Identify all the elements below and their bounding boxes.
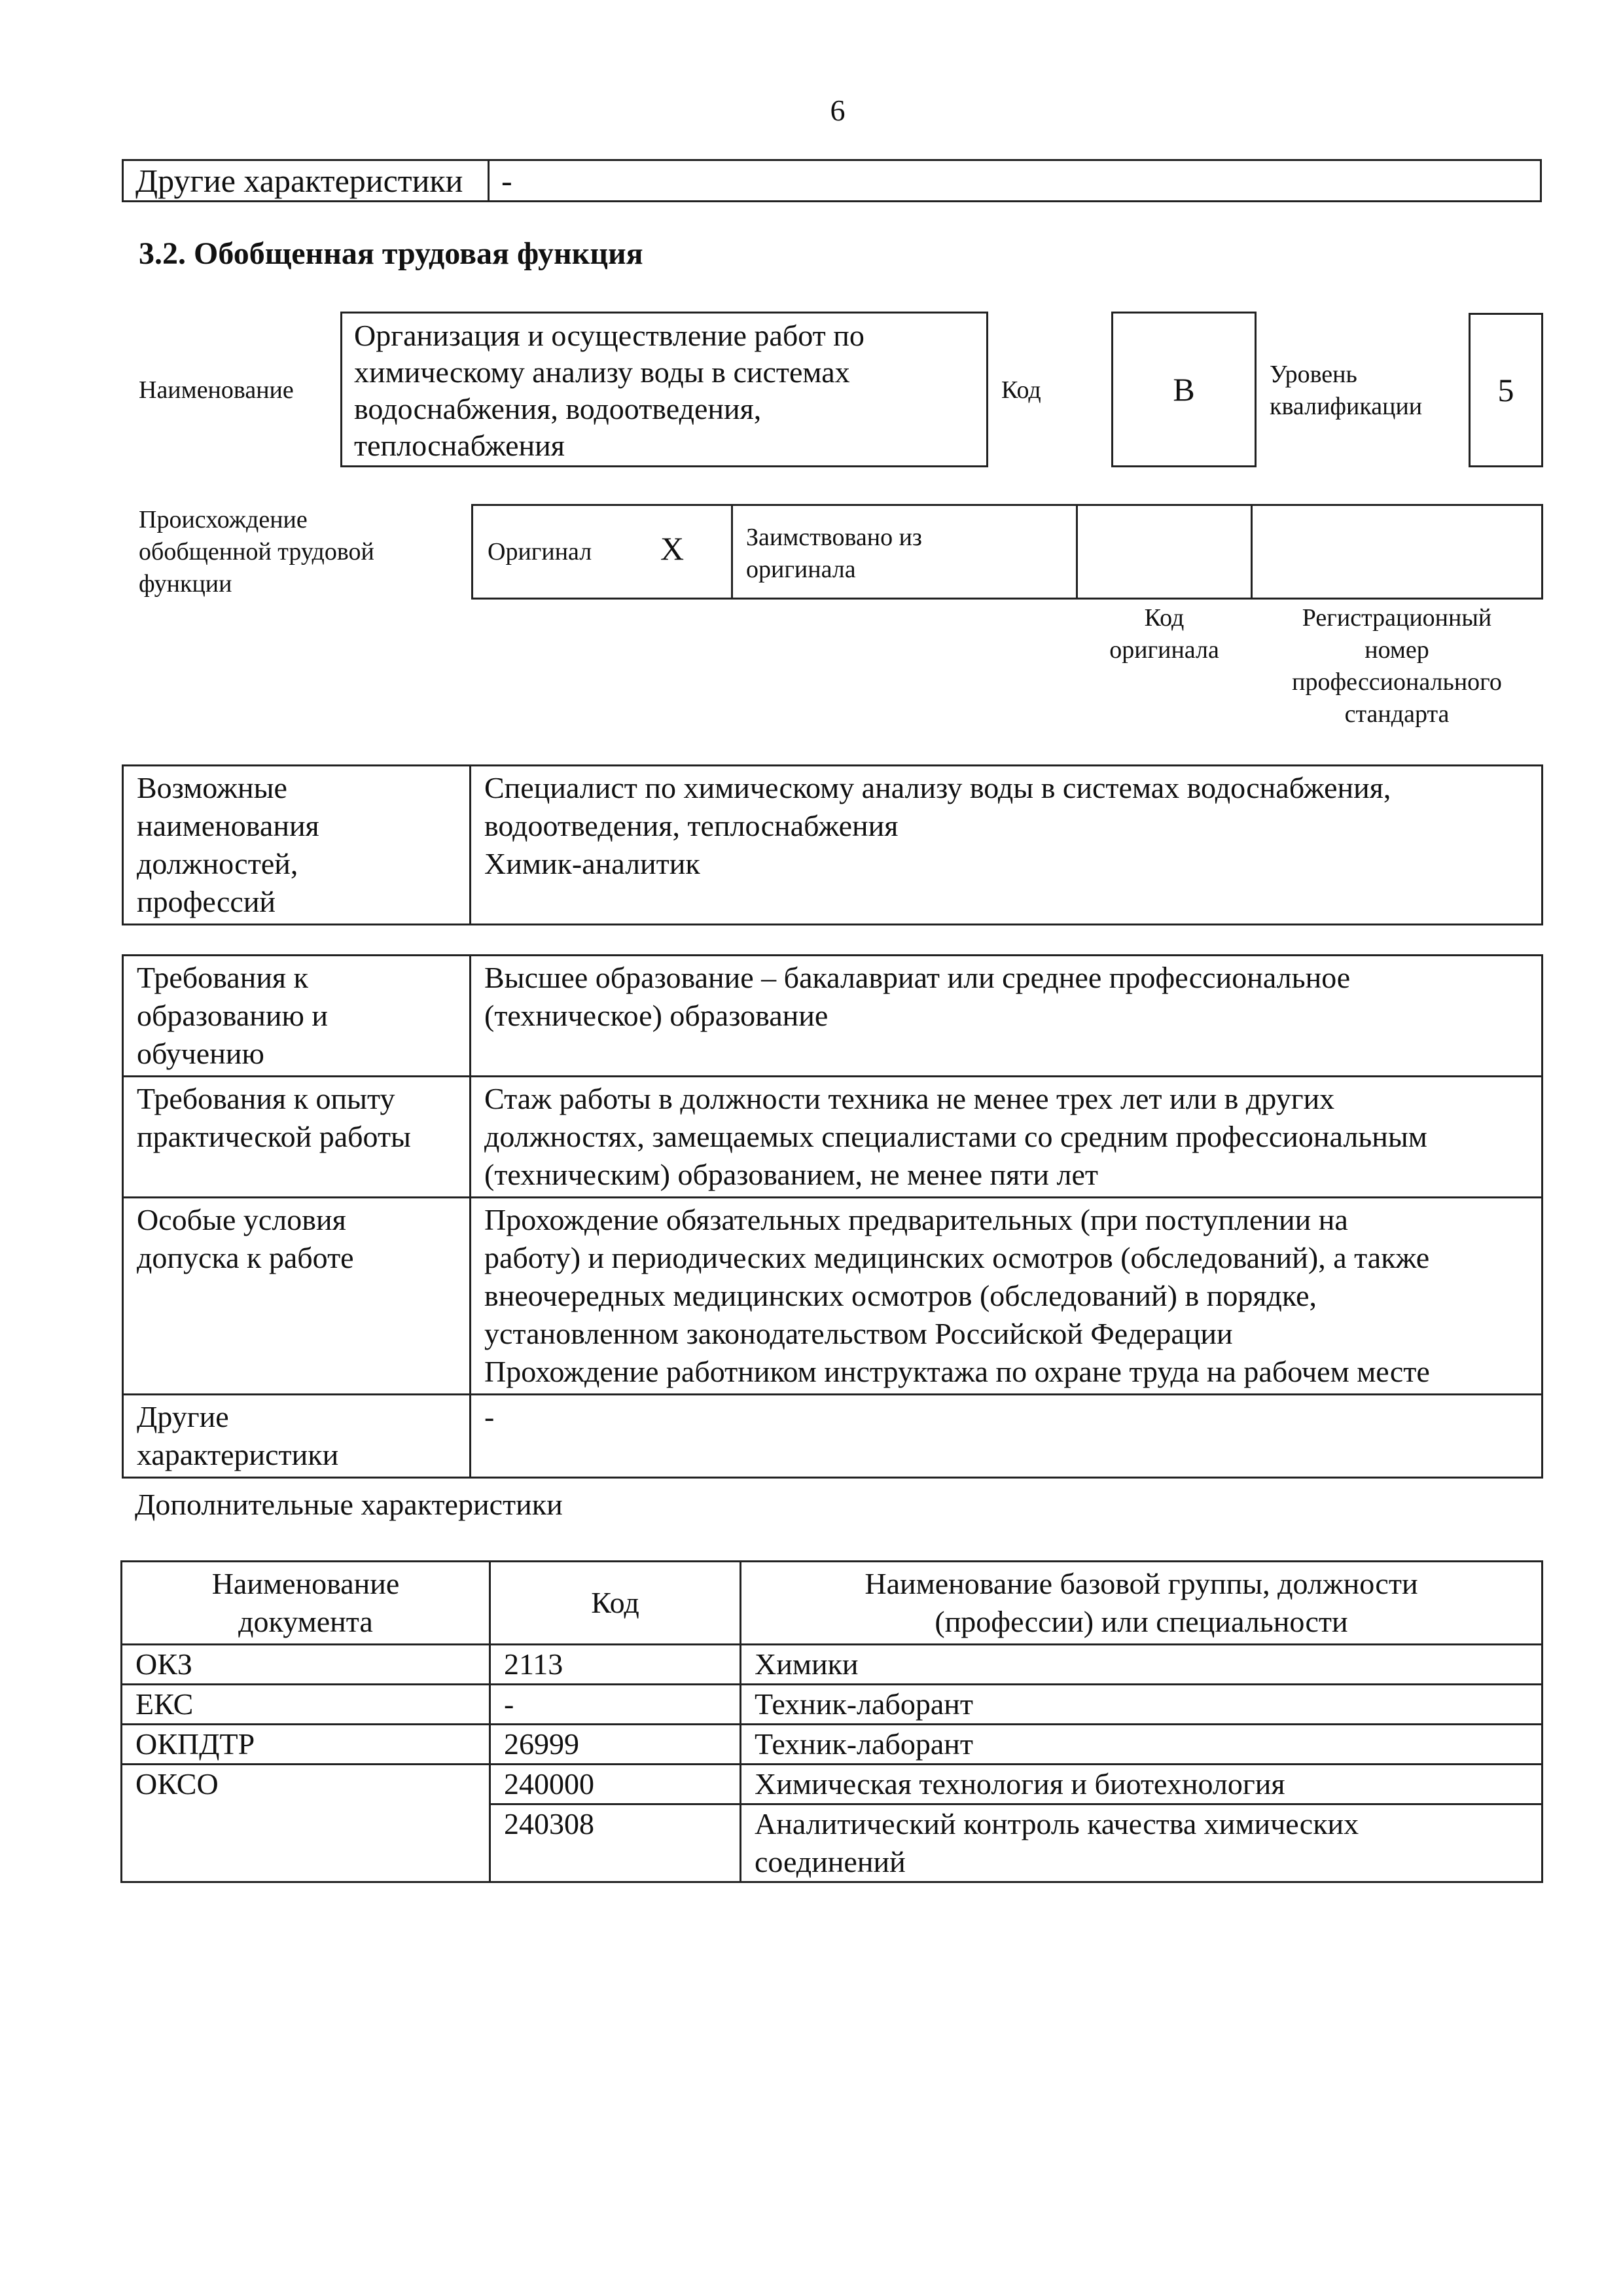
positions-label-line: Возможные	[137, 771, 287, 804]
level-value: 5	[1469, 313, 1543, 467]
registration-number-cell	[1251, 504, 1543, 600]
requirement-value-line: (техническим) образованием, не менее пяти лет	[484, 1158, 1098, 1191]
row-code: 26999	[490, 1725, 741, 1765]
header-group-name-line: Наименование базовой группы, должности	[865, 1567, 1418, 1600]
requirement-value	[471, 1395, 1543, 1478]
requirement-value-line: внеочередных медицинских осмотров (обследований) в порядке,	[484, 1279, 1317, 1312]
header-code: Код	[490, 1562, 741, 1645]
requirement-label-line: практической работы	[137, 1120, 411, 1153]
row-doc: ОКСО	[122, 1765, 490, 1882]
row-doc: ЕКС	[122, 1685, 490, 1725]
caption-code-line: оригинала	[1109, 636, 1219, 664]
requirement-value-line: Прохождение обязательных предварительных (при поступлении на	[484, 1203, 1348, 1236]
function-name-line: Организация и осуществление работ по	[354, 319, 865, 352]
origin-label-line: Происхождение	[139, 506, 308, 533]
original-mark: X	[660, 530, 685, 567]
positions-value-line: Специалист по химическому анализу воды в системах водоснабжения,	[484, 771, 1391, 804]
header-document-line: документа	[238, 1605, 373, 1638]
table-row	[122, 1645, 1543, 1685]
level-label	[1270, 359, 1422, 423]
row-name: Химическая технология и биотехнология	[741, 1765, 1543, 1804]
other-characteristics-top-table	[122, 159, 1542, 202]
other-characteristics-label: Другие характеристики	[123, 160, 489, 202]
requirement-row	[123, 1198, 1543, 1395]
row-name: Техник-лаборант	[741, 1685, 1543, 1725]
caption-code-line: Код	[1144, 604, 1185, 632]
caption-code	[1076, 602, 1253, 666]
row-name-line: Аналитический контроль качества химических	[755, 1807, 1359, 1840]
borrowed-label-line: оригинала	[746, 556, 856, 583]
positions-label-line: профессий	[137, 885, 276, 918]
requirement-value-line: Высшее образование – бакалавриат или среднее профессиональное	[484, 961, 1351, 994]
requirement-value-line: Стаж работы в должности техника не менее трех лет или в других	[484, 1082, 1335, 1115]
requirement-row	[123, 1077, 1543, 1198]
positions-label	[123, 766, 471, 925]
origin-label-line: функции	[139, 570, 232, 598]
row-name	[741, 1804, 1543, 1882]
caption-registration-line: стандарта	[1344, 700, 1450, 728]
additional-table	[120, 1560, 1543, 1883]
function-name-box	[340, 312, 988, 467]
additional-title: Дополнительные характеристики	[135, 1488, 563, 1521]
requirement-label-line: допуска к работе	[137, 1241, 354, 1274]
row-code: 2113	[490, 1645, 741, 1685]
caption-registration-line: номер	[1364, 636, 1429, 664]
requirement-row	[123, 956, 1543, 1077]
code-label: Код	[1001, 376, 1041, 404]
requirement-label-line: Требования к	[137, 961, 308, 994]
requirement-value-line: -	[484, 1400, 495, 1433]
requirement-value-line: (техническое) образование	[484, 999, 829, 1032]
requirement-value-line: Прохождение работником инструктажа по охране труда на рабочем месте	[484, 1355, 1430, 1388]
positions-table	[122, 764, 1543, 925]
positions-label-line: должностей,	[137, 847, 298, 880]
requirement-value	[471, 956, 1543, 1077]
requirement-label-line: Особые условия	[137, 1203, 346, 1236]
row-name: Техник-лаборант	[741, 1725, 1543, 1765]
original-label: Оригинал	[488, 538, 592, 565]
function-name-line: водоснабжения, водоотведения,	[354, 392, 762, 425]
table-row	[122, 1725, 1543, 1765]
function-name-line: теплоснабжения	[354, 429, 565, 462]
caption-registration-line: Регистрационный	[1302, 604, 1492, 632]
positions-value-line: Химик-аналитик	[484, 847, 700, 880]
row-code: 240000	[490, 1765, 741, 1804]
original-cell	[471, 504, 733, 600]
origin-label-line: обобщенной трудовой	[139, 538, 374, 565]
requirement-label	[123, 1198, 471, 1395]
requirement-label	[123, 956, 471, 1077]
positions-value	[471, 766, 1543, 925]
name-label: Наименование	[139, 376, 294, 404]
positions-value-line: водоотведения, теплоснабжения	[484, 809, 899, 842]
requirement-label-line: характеристики	[137, 1438, 339, 1471]
caption-registration-line: профессионального	[1292, 668, 1502, 696]
header-group-name	[741, 1562, 1543, 1645]
origin-label	[139, 504, 374, 600]
requirement-label-line: образованию и	[137, 999, 328, 1032]
additional-header-row	[122, 1562, 1543, 1645]
requirement-value	[471, 1198, 1543, 1395]
requirement-value-line: установленном законодательством Российской Федерации	[484, 1317, 1233, 1350]
row-doc: ОКПДТР	[122, 1725, 490, 1765]
table-row	[122, 1765, 1543, 1804]
level-label-line: квалификации	[1270, 393, 1423, 420]
borrowed-cell	[731, 504, 1078, 600]
row-name: Химики	[741, 1645, 1543, 1685]
header-document-line: Наименование	[211, 1567, 400, 1600]
requirement-value-line: работу) и периодических медицинских осмотров (обследований), а также	[484, 1241, 1430, 1274]
requirement-value	[471, 1077, 1543, 1198]
code-value: B	[1111, 312, 1257, 467]
requirements-table	[122, 954, 1543, 1479]
positions-label-line: наименования	[137, 809, 319, 842]
section-title: 3.2. Обобщенная трудовая функция	[139, 236, 643, 271]
requirement-label-line: Другие	[137, 1400, 229, 1433]
original-code-cell	[1076, 504, 1253, 600]
function-name-line: химическому анализу воды в системах	[354, 355, 850, 389]
requirement-label	[123, 1395, 471, 1478]
requirement-value-line: должностях, замещаемых специалистами со средним профессиональным	[484, 1120, 1427, 1153]
row-code: -	[490, 1685, 741, 1725]
requirement-label-line: обучению	[137, 1037, 264, 1070]
requirement-label-line: Требования к опыту	[137, 1082, 395, 1115]
borrowed-label-line: Заимствовано из	[746, 524, 922, 551]
row-name-line: соединений	[755, 1845, 906, 1878]
other-characteristics-value: -	[489, 160, 1541, 202]
table-row	[122, 1685, 1543, 1725]
level-label-line: Уровень	[1270, 361, 1357, 388]
requirement-label	[123, 1077, 471, 1198]
caption-registration	[1251, 602, 1543, 730]
page-number: 6	[830, 94, 846, 127]
header-group-name-line: (профессии) или специальности	[935, 1605, 1348, 1638]
header-document	[122, 1562, 490, 1645]
requirement-row	[123, 1395, 1543, 1478]
row-doc: ОКЗ	[122, 1645, 490, 1685]
row-code: 240308	[490, 1804, 741, 1882]
